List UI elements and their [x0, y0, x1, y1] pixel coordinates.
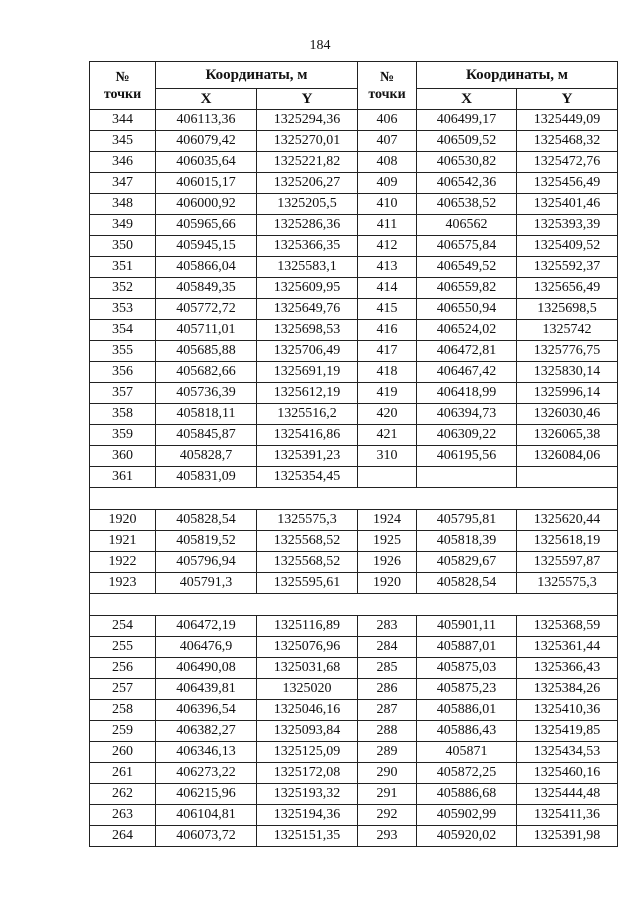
left-y-coordinate-cell: 1325583,1: [257, 257, 358, 278]
right-x-coordinate-cell: 405872,25: [417, 763, 517, 784]
left-y-coordinate-cell: 1325575,3: [257, 510, 358, 531]
right-x-coordinate-cell: 405886,68: [417, 784, 517, 805]
table-row: [90, 341, 618, 362]
right-x-coordinate-cell: 406195,56: [417, 446, 517, 467]
right-y-coordinate-cell: 1325996,14: [517, 383, 618, 404]
left-point-number-cell: 359: [90, 425, 156, 446]
left-x-coordinate-cell: 406396,54: [156, 700, 257, 721]
left-y-coordinate-cell: 1325194,36: [257, 805, 358, 826]
right-y-coordinate-cell: 1325597,87: [517, 552, 618, 573]
left-x-coordinate-cell: 405711,01: [156, 320, 257, 341]
right-y-coordinate-cell: 1325472,76: [517, 152, 618, 173]
right-x-coordinate-cell: 405901,11: [417, 616, 517, 637]
right-y-coordinate-cell: 1326065,38: [517, 425, 618, 446]
table-header: [90, 62, 618, 110]
left-x-coordinate-cell: 405828,7: [156, 446, 257, 467]
left-y-coordinate-cell: 1325031,68: [257, 658, 358, 679]
left-x-coordinate-cell: 405845,87: [156, 425, 257, 446]
table-row: [90, 215, 618, 236]
point-number-header-left: [90, 62, 156, 110]
left-point-number-cell: 356: [90, 362, 156, 383]
right-y-coordinate-cell: 1325393,39: [517, 215, 618, 236]
right-point-number-cell: 410: [358, 194, 417, 215]
left-y-coordinate-cell: 1325706,49: [257, 341, 358, 362]
left-x-coordinate-cell: 405866,04: [156, 257, 257, 278]
right-point-number-cell: 407: [358, 131, 417, 152]
right-x-coordinate-cell: 406575,84: [417, 236, 517, 257]
left-y-coordinate-cell: 1325366,35: [257, 236, 358, 257]
table-row: [90, 425, 618, 446]
left-point-number-cell: 254: [90, 616, 156, 637]
right-point-number-cell: 1926: [358, 552, 417, 573]
left-x-coordinate-cell: 406113,36: [156, 110, 257, 131]
right-point-number-cell: 310: [358, 446, 417, 467]
left-point-number-cell: 264: [90, 826, 156, 847]
table-row: [90, 784, 618, 805]
right-point-number-cell: 411: [358, 215, 417, 236]
left-point-number-cell: 260: [90, 742, 156, 763]
left-x-coordinate-cell: 406073,72: [156, 826, 257, 847]
left-y-coordinate-cell: 1325568,52: [257, 531, 358, 552]
left-point-number-cell: 348: [90, 194, 156, 215]
right-point-number-cell: 417: [358, 341, 417, 362]
left-y-coordinate-cell: 1325516,2: [257, 404, 358, 425]
left-point-number-cell: 361: [90, 467, 156, 488]
left-x-coordinate-cell: 405828,54: [156, 510, 257, 531]
right-y-coordinate-cell: 1325410,36: [517, 700, 618, 721]
left-x-coordinate-cell: 405772,72: [156, 299, 257, 320]
right-x-coordinate-cell: 406530,82: [417, 152, 517, 173]
left-x-coordinate-cell: 406104,81: [156, 805, 257, 826]
right-y-coordinate-cell: 1325409,52: [517, 236, 618, 257]
y-header-left: Y: [257, 89, 358, 110]
left-x-coordinate-cell: 405818,11: [156, 404, 257, 425]
right-y-coordinate-cell: 1325830,14: [517, 362, 618, 383]
right-y-coordinate-cell: 1325575,3: [517, 573, 618, 594]
left-x-coordinate-cell: 406382,27: [156, 721, 257, 742]
right-point-number-cell: [358, 467, 417, 488]
table-row: [90, 552, 618, 573]
right-x-coordinate-cell: 405828,54: [417, 573, 517, 594]
left-point-number-cell: 358: [90, 404, 156, 425]
left-x-coordinate-cell: 405685,88: [156, 341, 257, 362]
group-separator-row: [90, 488, 618, 510]
left-point-number-cell: 1922: [90, 552, 156, 573]
right-point-number-cell: 418: [358, 362, 417, 383]
right-point-number-cell: 419: [358, 383, 417, 404]
right-y-coordinate-cell: 1325434,53: [517, 742, 618, 763]
table-row: [90, 404, 618, 425]
left-point-number-cell: 1923: [90, 573, 156, 594]
right-x-coordinate-cell: 406509,52: [417, 131, 517, 152]
left-y-coordinate-cell: 1325698,53: [257, 320, 358, 341]
left-x-coordinate-cell: 405965,66: [156, 215, 257, 236]
right-y-coordinate-cell: 1325456,49: [517, 173, 618, 194]
right-point-number-cell: 286: [358, 679, 417, 700]
left-y-coordinate-cell: 1325416,86: [257, 425, 358, 446]
right-point-number-cell: 288: [358, 721, 417, 742]
right-x-coordinate-cell: 405887,01: [417, 637, 517, 658]
right-point-number-cell: 409: [358, 173, 417, 194]
table-row: [90, 763, 618, 784]
right-x-coordinate-cell: 406309,22: [417, 425, 517, 446]
right-y-coordinate-cell: 1325444,48: [517, 784, 618, 805]
right-x-coordinate-cell: 405875,23: [417, 679, 517, 700]
table-row: [90, 826, 618, 847]
left-y-coordinate-cell: 1325691,19: [257, 362, 358, 383]
table-row: [90, 299, 618, 320]
left-point-number-cell: 1920: [90, 510, 156, 531]
left-x-coordinate-cell: 406079,42: [156, 131, 257, 152]
left-y-coordinate-cell: 1325020: [257, 679, 358, 700]
right-x-coordinate-cell: 406467,42: [417, 362, 517, 383]
left-y-coordinate-cell: 1325046,16: [257, 700, 358, 721]
left-point-number-cell: 357: [90, 383, 156, 404]
table-row: [90, 173, 618, 194]
right-point-number-cell: 293: [358, 826, 417, 847]
left-y-coordinate-cell: 1325172,08: [257, 763, 358, 784]
left-point-number-cell: 344: [90, 110, 156, 131]
right-x-coordinate-cell: 406538,52: [417, 194, 517, 215]
number-sign: №: [115, 69, 130, 85]
left-point-number-cell: 355: [90, 341, 156, 362]
right-point-number-cell: 285: [358, 658, 417, 679]
left-x-coordinate-cell: 405849,35: [156, 278, 257, 299]
left-y-coordinate-cell: 1325093,84: [257, 721, 358, 742]
left-x-coordinate-cell: 406490,08: [156, 658, 257, 679]
table-row: [90, 320, 618, 341]
table-row: [90, 446, 618, 467]
left-x-coordinate-cell: 405831,09: [156, 467, 257, 488]
x-header-left: X: [156, 89, 257, 110]
right-x-coordinate-cell: 406559,82: [417, 278, 517, 299]
left-y-coordinate-cell: 1325193,32: [257, 784, 358, 805]
left-point-number-cell: 255: [90, 637, 156, 658]
left-point-number-cell: 1921: [90, 531, 156, 552]
left-x-coordinate-cell: 405945,15: [156, 236, 257, 257]
left-x-coordinate-cell: 405791,3: [156, 573, 257, 594]
table-row: [90, 467, 618, 488]
right-point-number-cell: 289: [358, 742, 417, 763]
table-row: [90, 510, 618, 531]
right-y-coordinate-cell: 1325384,26: [517, 679, 618, 700]
left-point-number-cell: 345: [90, 131, 156, 152]
right-y-coordinate-cell: 1325361,44: [517, 637, 618, 658]
right-y-coordinate-cell: 1325698,5: [517, 299, 618, 320]
right-x-coordinate-cell: 406549,52: [417, 257, 517, 278]
right-x-coordinate-cell: 406499,17: [417, 110, 517, 131]
left-point-number-cell: 257: [90, 679, 156, 700]
table-row: [90, 194, 618, 215]
left-y-coordinate-cell: 1325294,36: [257, 110, 358, 131]
right-point-number-cell: 287: [358, 700, 417, 721]
left-x-coordinate-cell: 405819,52: [156, 531, 257, 552]
right-x-coordinate-cell: 405875,03: [417, 658, 517, 679]
right-y-coordinate-cell: 1325620,44: [517, 510, 618, 531]
right-y-coordinate-cell: 1325656,49: [517, 278, 618, 299]
left-x-coordinate-cell: 406215,96: [156, 784, 257, 805]
right-y-coordinate-cell: 1325419,85: [517, 721, 618, 742]
left-x-coordinate-cell: 405796,94: [156, 552, 257, 573]
coordinates-header-right: Координаты, м: [417, 62, 618, 89]
table-row: [90, 278, 618, 299]
left-point-number-cell: 263: [90, 805, 156, 826]
left-point-number-cell: 349: [90, 215, 156, 236]
table-row: [90, 637, 618, 658]
right-y-coordinate-cell: 1325401,46: [517, 194, 618, 215]
number-sign: №: [379, 69, 395, 85]
table-row: [90, 658, 618, 679]
right-y-coordinate-cell: 1326030,46: [517, 404, 618, 425]
right-point-number-cell: 406: [358, 110, 417, 131]
right-x-coordinate-cell: 405902,99: [417, 805, 517, 826]
right-x-coordinate-cell: 406418,99: [417, 383, 517, 404]
left-y-coordinate-cell: 1325612,19: [257, 383, 358, 404]
left-y-coordinate-cell: 1325151,35: [257, 826, 358, 847]
right-point-number-cell: 283: [358, 616, 417, 637]
right-x-coordinate-cell: 406472,81: [417, 341, 517, 362]
left-y-coordinate-cell: 1325270,01: [257, 131, 358, 152]
left-y-coordinate-cell: 1325354,45: [257, 467, 358, 488]
right-y-coordinate-cell: 1325368,59: [517, 616, 618, 637]
right-x-coordinate-cell: 405818,39: [417, 531, 517, 552]
left-point-number-cell: 350: [90, 236, 156, 257]
table-row: [90, 152, 618, 173]
left-y-coordinate-cell: 1325205,5: [257, 194, 358, 215]
left-x-coordinate-cell: 406035,64: [156, 152, 257, 173]
right-y-coordinate-cell: 1325449,09: [517, 110, 618, 131]
table-row: [90, 721, 618, 742]
left-x-coordinate-cell: 406476,9: [156, 637, 257, 658]
left-point-number-cell: 352: [90, 278, 156, 299]
right-x-coordinate-cell: 405920,02: [417, 826, 517, 847]
left-y-coordinate-cell: 1325221,82: [257, 152, 358, 173]
right-y-coordinate-cell: 1326084,06: [517, 446, 618, 467]
points-label: точки: [368, 86, 406, 102]
right-point-number-cell: 1920: [358, 573, 417, 594]
left-x-coordinate-cell: 406439,81: [156, 679, 257, 700]
separator-cell: [90, 594, 618, 616]
right-point-number-cell: 412: [358, 236, 417, 257]
left-point-number-cell: 256: [90, 658, 156, 679]
left-point-number-cell: 360: [90, 446, 156, 467]
right-x-coordinate-cell: [417, 467, 517, 488]
right-x-coordinate-cell: 405886,01: [417, 700, 517, 721]
left-y-coordinate-cell: 1325649,76: [257, 299, 358, 320]
points-label: точки: [103, 86, 142, 102]
left-point-number-cell: 351: [90, 257, 156, 278]
right-y-coordinate-cell: 1325411,36: [517, 805, 618, 826]
right-y-coordinate-cell: 1325618,19: [517, 531, 618, 552]
left-y-coordinate-cell: 1325125,09: [257, 742, 358, 763]
right-y-coordinate-cell: 1325460,16: [517, 763, 618, 784]
right-y-coordinate-cell: 1325391,98: [517, 826, 618, 847]
right-x-coordinate-cell: 406542,36: [417, 173, 517, 194]
left-y-coordinate-cell: 1325595,61: [257, 573, 358, 594]
left-point-number-cell: 259: [90, 721, 156, 742]
table-row: [90, 573, 618, 594]
table-body: [90, 110, 618, 847]
left-y-coordinate-cell: 1325568,52: [257, 552, 358, 573]
table-row: [90, 236, 618, 257]
right-x-coordinate-cell: 406524,02: [417, 320, 517, 341]
right-point-number-cell: 420: [358, 404, 417, 425]
table-row: [90, 131, 618, 152]
separator-cell: [90, 488, 618, 510]
table-row: [90, 531, 618, 552]
left-x-coordinate-cell: 406273,22: [156, 763, 257, 784]
table-row: [90, 742, 618, 763]
right-point-number-cell: 421: [358, 425, 417, 446]
left-x-coordinate-cell: 406472,19: [156, 616, 257, 637]
right-point-number-cell: 414: [358, 278, 417, 299]
right-point-number-cell: 413: [358, 257, 417, 278]
page-number: 184: [309, 38, 331, 53]
left-point-number-cell: 347: [90, 173, 156, 194]
table-row: [90, 616, 618, 637]
left-point-number-cell: 353: [90, 299, 156, 320]
right-x-coordinate-cell: 406550,94: [417, 299, 517, 320]
right-y-coordinate-cell: 1325592,37: [517, 257, 618, 278]
right-point-number-cell: 291: [358, 784, 417, 805]
right-x-coordinate-cell: 405886,43: [417, 721, 517, 742]
right-x-coordinate-cell: 405871: [417, 742, 517, 763]
left-y-coordinate-cell: 1325609,95: [257, 278, 358, 299]
table-row: [90, 700, 618, 721]
right-y-coordinate-cell: 1325468,32: [517, 131, 618, 152]
right-point-number-cell: 408: [358, 152, 417, 173]
group-separator-row: [90, 594, 618, 616]
right-point-number-cell: 290: [358, 763, 417, 784]
left-point-number-cell: 262: [90, 784, 156, 805]
left-point-number-cell: 261: [90, 763, 156, 784]
left-point-number-cell: 354: [90, 320, 156, 341]
table-row: [90, 383, 618, 404]
left-y-coordinate-cell: 1325116,89: [257, 616, 358, 637]
left-x-coordinate-cell: 405736,39: [156, 383, 257, 404]
table-row: [90, 110, 618, 131]
right-y-coordinate-cell: [517, 467, 618, 488]
left-x-coordinate-cell: 406015,17: [156, 173, 257, 194]
right-point-number-cell: 284: [358, 637, 417, 658]
left-x-coordinate-cell: 406000,92: [156, 194, 257, 215]
left-x-coordinate-cell: 406346,13: [156, 742, 257, 763]
table-row: [90, 805, 618, 826]
coordinates-header-left: Координаты, м: [156, 62, 358, 89]
right-point-number-cell: 1925: [358, 531, 417, 552]
right-x-coordinate-cell: 406394,73: [417, 404, 517, 425]
left-point-number-cell: 346: [90, 152, 156, 173]
left-x-coordinate-cell: 405682,66: [156, 362, 257, 383]
table-row: [90, 362, 618, 383]
right-x-coordinate-cell: 405829,67: [417, 552, 517, 573]
left-y-coordinate-cell: 1325286,36: [257, 215, 358, 236]
right-y-coordinate-cell: 1325366,43: [517, 658, 618, 679]
coordinates-table: [89, 61, 618, 847]
table-row: [90, 679, 618, 700]
point-number-header-right: [358, 62, 417, 110]
right-x-coordinate-cell: 405795,81: [417, 510, 517, 531]
left-y-coordinate-cell: 1325391,23: [257, 446, 358, 467]
right-point-number-cell: 1924: [358, 510, 417, 531]
x-header-right: X: [417, 89, 517, 110]
left-y-coordinate-cell: 1325076,96: [257, 637, 358, 658]
left-point-number-cell: 258: [90, 700, 156, 721]
right-y-coordinate-cell: 1325776,75: [517, 341, 618, 362]
right-point-number-cell: 416: [358, 320, 417, 341]
right-x-coordinate-cell: 406562: [417, 215, 517, 236]
right-point-number-cell: 415: [358, 299, 417, 320]
left-y-coordinate-cell: 1325206,27: [257, 173, 358, 194]
right-y-coordinate-cell: 1325742: [517, 320, 618, 341]
table-row: [90, 257, 618, 278]
y-header-right: Y: [517, 89, 618, 110]
right-point-number-cell: 292: [358, 805, 417, 826]
